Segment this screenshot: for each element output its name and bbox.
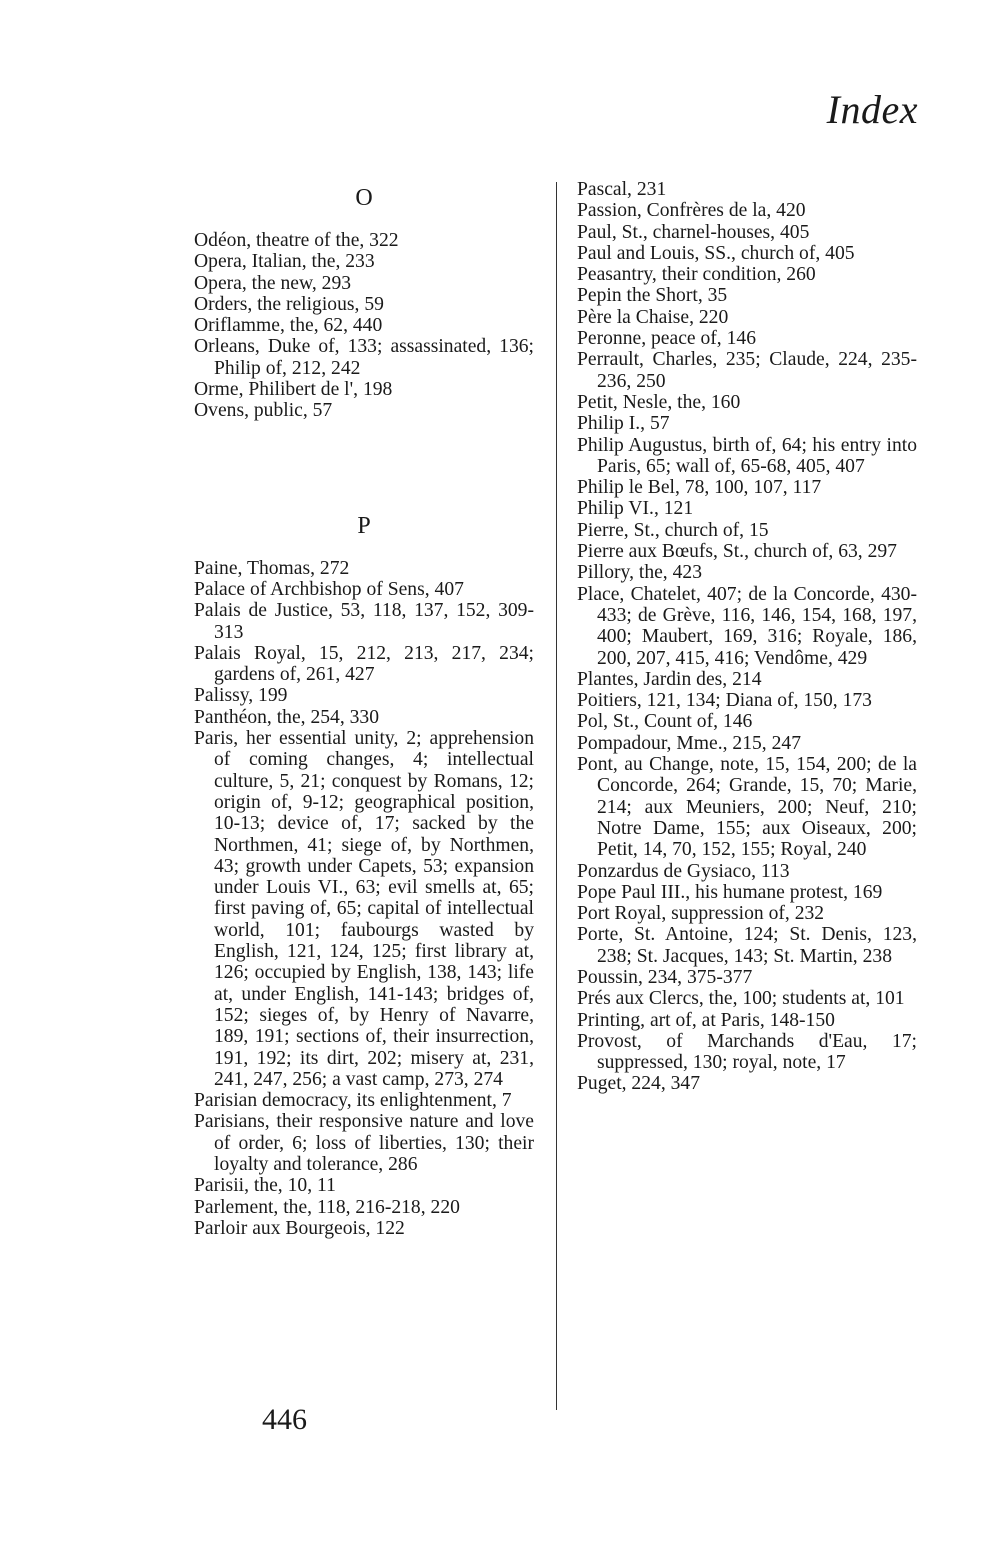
index-entry: Orleans, Duke of, 133; assassinated, 136; Philip of, 212, 242 bbox=[194, 336, 534, 379]
index-entry: Orders, the religious, 59 bbox=[194, 293, 384, 315]
index-entry: Pascal, 231 bbox=[577, 179, 667, 200]
page-number: 446 bbox=[262, 1403, 307, 1436]
index-entry: Panthéon, the, 254, 330 bbox=[194, 706, 380, 728]
column-divider bbox=[556, 182, 557, 1410]
index-entry: Plantes, Jardin des, 214 bbox=[577, 668, 762, 690]
index-entry: Pol, St., Count of, 146 bbox=[577, 711, 753, 733]
index-entry: Poussin, 234, 375-377 bbox=[577, 966, 753, 988]
index-entry: Puget, 224, 347 bbox=[577, 1073, 701, 1095]
index-entry: Paul and Louis, SS., church of, 405 bbox=[577, 242, 855, 264]
right-column bbox=[577, 179, 917, 1095]
index-entry: Pompadour, Mme., 215, 247 bbox=[577, 732, 801, 754]
index-entry: Opera, Italian, the, 233 bbox=[194, 251, 375, 273]
index-entry: Oriflamme, the, 62, 440 bbox=[194, 315, 383, 337]
index-entry: Pope Paul III., his humane protest, 169 bbox=[577, 881, 883, 903]
index-entry: Orme, Philibert de l', 198 bbox=[194, 379, 393, 401]
index-entry: Parlement, the, 118, 216-218, 220 bbox=[194, 1196, 460, 1218]
index-entry: Printing, art of, at Paris, 148-150 bbox=[577, 1009, 835, 1031]
index-entry: Philip VI., 121 bbox=[577, 498, 694, 520]
index-entry: Philip I., 57 bbox=[577, 413, 670, 435]
section-p-entries bbox=[194, 558, 534, 1240]
index-entry: Opera, the new, 293 bbox=[194, 272, 352, 294]
index-entry: Paris, her essential unity, 2; apprehension of coming changes, 4; intellectual culture, 5, 21; conquest by Romans, 12; origin of, 9-12; geographical position, 10-13; device of, 17; sacked by the Northmen, 41; siege of, by Northmen, 43; growth under Capets, 53; expansion under Louis VI., 63; evil smells at, 65; first paving of, 65; capital of intellectual world, 101; faubourgs wasted by English, 121, 124, 125; first library at, 126; occupied by English, 138, 143; life at, under English, 141-143; bridges of, 152; sieges of, by Henry of Navarre, 189, 191; sections of, their insurrection, 191, 192; its dirt, 202; misery at, 231, 241, 247, 256; a vast camp, 273, 274 bbox=[194, 728, 534, 1090]
index-entry: Palace of Archbishop of Sens, 407 bbox=[194, 578, 464, 600]
index-entry: Paul, St., charnel-houses, 405 bbox=[577, 221, 810, 243]
index-entry: Paine, Thomas, 272 bbox=[194, 557, 350, 579]
index-entry: Pierre, St., church of, 15 bbox=[577, 519, 769, 541]
index-entry: Odéon, theatre of the, 322 bbox=[194, 230, 399, 251]
index-entry: Porte, St. Antoine, 124; St. Denis, 123, 238; St. Jacques, 143; St. Martin, 238 bbox=[577, 924, 917, 967]
index-entry: Place, Chatelet, 407; de la Concorde, 430-433; de Grève, 116, 146, 154, 168, 197, 400; Maubert, 169, 316; Royale, 186, 200, 207, 415, 416; Vendôme, 429 bbox=[577, 583, 917, 669]
index-entry: Palais de Justice, 53, 118, 137, 152, 309-313 bbox=[194, 600, 534, 643]
index-entry: Provost, of Marchands d'Eau, 17; suppressed, 130; royal, note, 17 bbox=[577, 1030, 917, 1074]
index-entry: Philip le Bel, 78, 100, 107, 117 bbox=[577, 477, 822, 499]
index-entry: Petit, Nesle, the, 160 bbox=[577, 391, 741, 413]
index-entry: Port Royal, suppression of, 232 bbox=[577, 903, 825, 925]
index-entry: Parloir aux Bourgeois, 122 bbox=[194, 1217, 405, 1239]
index-entry: Pont, au Change, note, 15, 154, 200; de la Concorde, 264; Grande, 15, 70; Marie, 214; aux Meuniers, 200; Neuf, 210; Notre Dame, 155; aux Oiseaux, 200; Petit, 14, 70, 152, 155; Royal, 240 bbox=[577, 754, 917, 861]
index-entry: Parisii, the, 10, 11 bbox=[194, 1175, 336, 1197]
index-entry: Perrault, Charles, 235; Claude, 224, 235-236, 250 bbox=[577, 349, 917, 392]
index-entry: Poitiers, 121, 134; Diana of, 150, 173 bbox=[577, 690, 872, 712]
section-letter-o: O bbox=[355, 185, 373, 211]
running-head: Index bbox=[826, 87, 918, 132]
index-entry: Ponzardus de Gysiaco, 113 bbox=[577, 860, 790, 882]
index-entry: Peasantry, their condition, 260 bbox=[577, 264, 816, 286]
index-entry: Passion, Confrères de la, 420 bbox=[577, 200, 806, 222]
index-entry: Pierre aux Bœufs, St., church of, 63, 297 bbox=[577, 541, 897, 563]
section-letter-p: P bbox=[357, 512, 371, 539]
index-entry: Pepin the Short, 35 bbox=[577, 285, 728, 307]
index-entry: Ovens, public, 57 bbox=[194, 400, 333, 422]
index-entry: Parisians, their responsive nature and love of order, 6; loss of liberties, 130; their loyalty and tolerance, 286 bbox=[194, 1111, 534, 1175]
index-entry: Père la Chaise, 220 bbox=[577, 306, 729, 328]
index-entry: Peronne, peace of, 146 bbox=[577, 328, 756, 350]
index-entry: Palais Royal, 15, 212, 213, 217, 234; gardens of, 261, 427 bbox=[194, 642, 534, 686]
index-entry: Philip Augustus, birth of, 64; his entry into Paris, 65; wall of, 65-68, 405, 407 bbox=[577, 434, 917, 477]
index-entry: Parisian democracy, its enlightenment, 7 bbox=[194, 1090, 512, 1112]
left-column bbox=[194, 180, 534, 1239]
section-o-entries bbox=[194, 230, 534, 422]
index-entry: Palissy, 199 bbox=[194, 685, 288, 707]
index-entry: Prés aux Clercs, the, 100; students at, 101 bbox=[577, 988, 905, 1010]
index-entry: Pillory, the, 423 bbox=[577, 562, 702, 584]
